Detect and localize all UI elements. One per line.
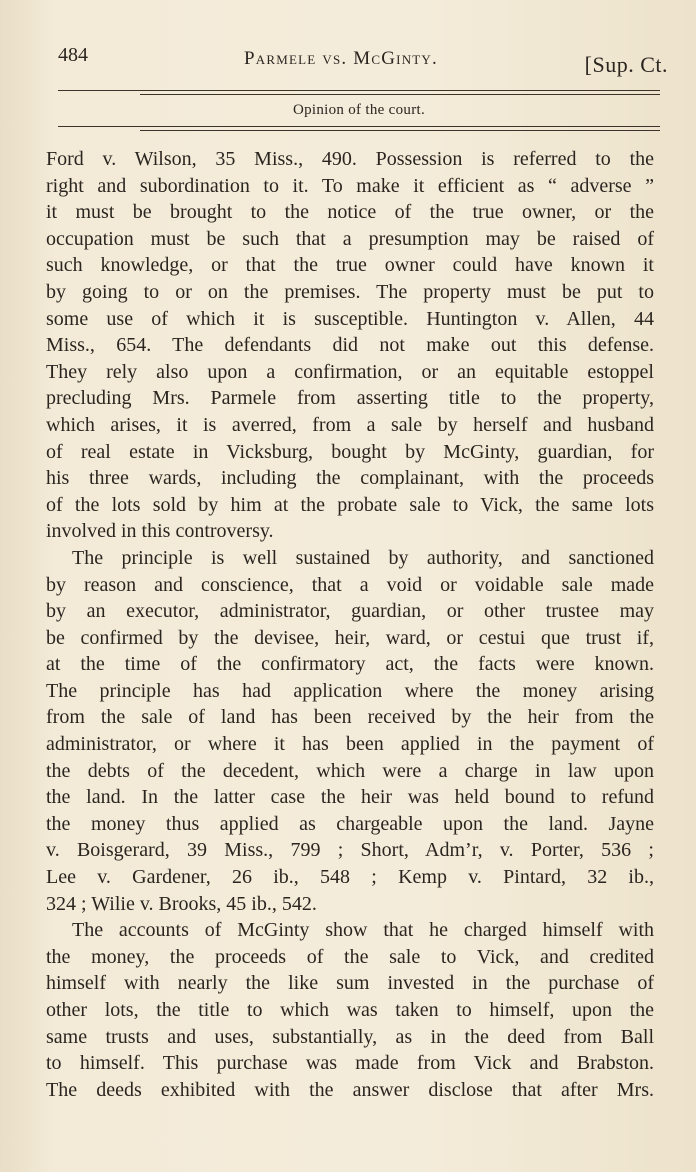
section-rule: [58, 126, 660, 127]
text-line: same trusts and uses, substantially, as in the deed from Ball: [46, 1025, 654, 1048]
paragraph: [46, 545, 654, 917]
text-line: of real estate in Vicksburg, bought by McGinty, guardian, for: [46, 440, 654, 463]
text-line: right and subordination to it. To make it efficient as “ adverse ”: [46, 174, 654, 197]
text-line: to himself. This purchase was made from Vick and Brabston.: [46, 1052, 654, 1075]
text-line: by an executor, administrator, guardian, or other trustee may: [46, 600, 654, 623]
page-number: 484: [58, 44, 88, 66]
text-line: by reason and conscience, that a void or voidable sale made: [46, 573, 654, 596]
text-line: be confirmed by the devisee, heir, ward, or cestui que trust if,: [46, 626, 654, 649]
text-line: the money, the proceeds of the sale to Vick, and credited: [46, 945, 654, 968]
text-line: at the time of the confirmatory act, the facts were known.: [46, 653, 654, 676]
text-line: Miss., 654. The defendants did not make out this defense.: [46, 334, 654, 357]
text-line: The principle is well sustained by authority, and sanctioned: [72, 546, 654, 569]
text-line: They rely also upon a confirmation, or an equitable estoppel: [46, 360, 654, 383]
text-line: of the lots sold by him at the probate sale to Vick, the same lots: [46, 493, 654, 516]
case-title: Parmele vs. McGinty.: [244, 48, 438, 69]
court-label: [Sup. Ct.: [584, 52, 668, 77]
opinion-text: [46, 146, 654, 1103]
text-line: precluding Mrs. Parmele from asserting title to the property,: [46, 387, 654, 410]
section-rule-secondary: [140, 130, 660, 131]
text-line: administrator, or where it has been applied in the payment of: [46, 733, 654, 756]
text-line: Ford v. Wilson, 35 Miss., 490. Possession is referred to the: [46, 148, 654, 170]
text-line: v. Boisgerard, 39 Miss., 799 ; Short, Adm’r, v. Porter, 536 ;: [46, 839, 654, 862]
text-line: the land. In the latter case the heir was held bound to refund: [46, 786, 654, 809]
text-line: The accounts of McGinty show that he charged himself with: [72, 919, 654, 942]
text-line: The deeds exhibited with the answer disclose that after Mrs.: [46, 1078, 654, 1101]
header-rule: [58, 90, 660, 91]
text-line: by going to or on the premises. The property must be put to: [46, 280, 654, 303]
text-line: some use of which it is susceptible. Huntington v. Allen, 44: [46, 307, 654, 330]
text-line: the debts of the decedent, which were a charge in law upon: [46, 759, 654, 782]
text-line: occupation must be such that a presumption may be raised of: [46, 227, 654, 250]
text-line: it must be brought to the notice of the true owner, or the: [46, 201, 654, 224]
paragraph: [46, 146, 654, 545]
text-line: from the sale of land has been received by the heir from the: [46, 706, 654, 729]
text-line: involved in this controversy.: [46, 520, 274, 543]
text-line: such knowledge, or that the true owner could have known it: [46, 254, 654, 277]
section-heading: Opinion of the court.: [292, 102, 426, 118]
text-line: Lee v. Gardener, 26 ib., 548 ; Kemp v. Pintard, 32 ib.,: [46, 866, 654, 889]
text-line: 324 ; Wilie v. Brooks, 45 ib., 542.: [46, 892, 317, 915]
text-line: which arises, it is averred, from a sale by herself and husband: [46, 413, 654, 436]
text-line: other lots, the title to which was taken to himself, upon the: [46, 999, 654, 1021]
text-line: his three wards, including the complainant, with the proceeds: [46, 467, 654, 490]
paragraph: [46, 917, 654, 1103]
header-rule-secondary: [140, 94, 660, 95]
text-line: himself with nearly the like sum invested in the purchase of: [46, 972, 654, 995]
text-line: The principle has had application where the money arising: [46, 679, 654, 702]
running-head: [58, 42, 668, 76]
text-line: the money thus applied as chargeable upon the land. Jayne: [46, 812, 654, 835]
